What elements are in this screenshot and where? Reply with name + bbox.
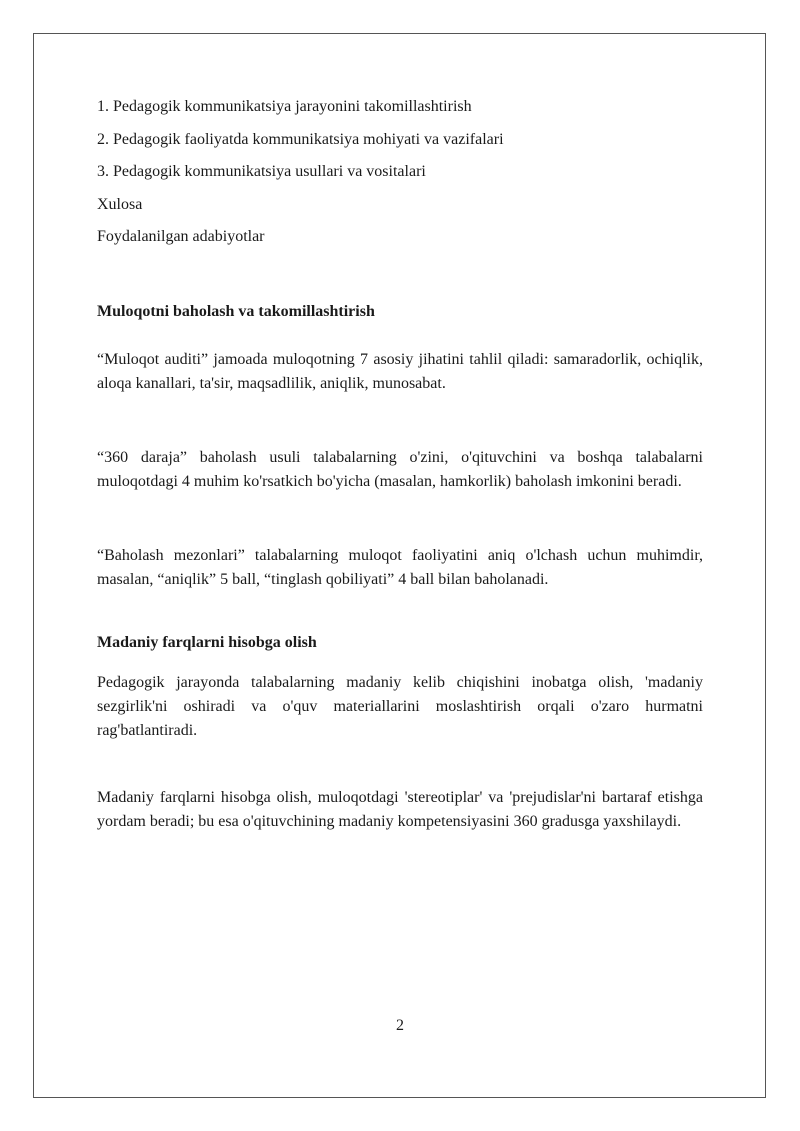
toc-item-references: Foydalanilgan adabiyotlar — [97, 228, 265, 245]
section-heading-cultural: Madaniy farqlarni hisobga olish — [97, 634, 317, 651]
paragraph-communication-audit: “Muloqot auditi” jamoada muloqotning 7 asosiy jihatini tahlil qiladi: samaradorlik, ochiqlik, aloqa kanallari, ta'sir, maqsadlilik, aniqlik, munosabat. — [97, 351, 703, 392]
paragraph-cultural-sensitivity: Pedagogik jarayonda talabalarning madaniy kelib chiqishini inobatga olish, 'madaniy sezgirlik'ni oshiradi va o'quv materiallarini moslashtirish orqali o'zaro hurmatni rag'batlantiradi. — [97, 674, 703, 739]
toc-item-2: 2. Pedagogik faoliyatda kommunikatsiya mohiyati va vazifalari — [97, 130, 504, 148]
paragraph-assessment-criteria: “Baholash mezonlari” talabalarning muloqot faoliyatini aniq o'lchash uchun muhimdir, masalan, “aniqlik” 5 ball, “tinglash qobiliyati” 4 ball bilan baholanadi. — [97, 547, 703, 588]
page-number: 2 — [396, 1017, 404, 1034]
document-body — [97, 95, 703, 834]
section-heading-assessment: Muloqotni baholash va takomillashtirish — [97, 303, 375, 320]
paragraph-360-assessment: “360 daraja” baholash usuli talabalarning o'zini, o'qituvchini va boshqa talabalarni muloqotdagi 4 muhim ko'rsatkich bo'yicha (masalan, hamkorlik) baholash imkonini beradi. — [97, 449, 703, 490]
paragraph-cultural-differences: Madaniy farqlarni hisobga olish, muloqotdagi 'stereotiplar' va 'prejudislar'ni bartaraf etishga yordam beradi; bu esa o'qituvchining madaniy kompetensiyasini 360 gradusga yaxshilaydi. — [97, 789, 703, 830]
toc-item-conclusion: Xulosa — [97, 195, 143, 213]
toc-item-1: 1. Pedagogik kommunikatsiya jarayonini takomillashtirish — [97, 98, 472, 115]
toc-item-3: 3. Pedagogik kommunikatsiya usullari va vositalari — [97, 163, 426, 180]
